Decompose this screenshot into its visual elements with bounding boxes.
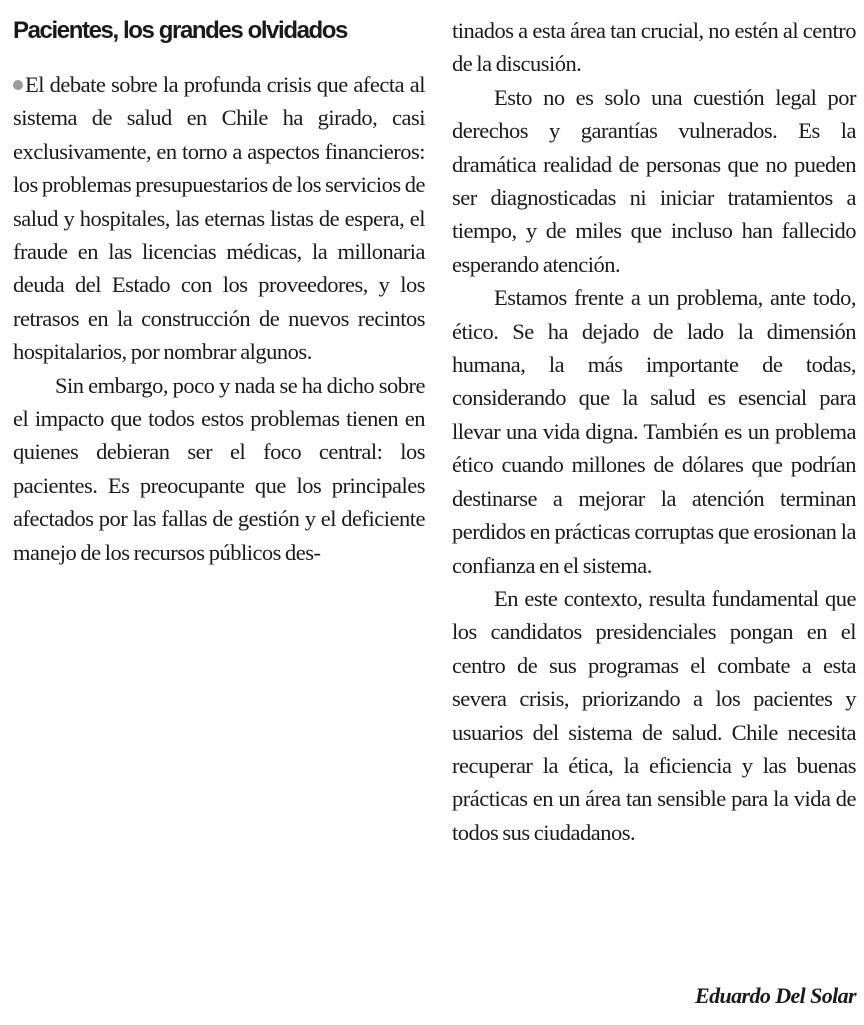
article-headline: Pacientes, los grandes olvidados <box>13 17 347 44</box>
left-column <box>13 14 425 569</box>
author-signature: Eduardo Del Solar <box>695 983 856 1008</box>
paragraph-3: tinados a esta área tan crucial, no estén al centro de la discusión. <box>452 18 856 77</box>
paragraph-4: Esto no es solo una cuestión legal por derechos y garantías vulnerados. Es la dramática realidad de personas que no pueden ser diagnosticadas ni iniciar tratamientos a tiempo, y de miles que incluso han fallecido esperando atención. <box>452 84 856 277</box>
paragraph-6: En este contexto, resulta fundamental que los candidatos presidenciales pongan en el centro de sus programas el combate a esta severa crisis, priorizando a los pacientes y usuarios del sistema de salud. Chile necesita recuperar la ética, la eficiencia y las buenas prácticas en un área tan sensible para la vida de todos sus ciudadanos. <box>452 585 856 845</box>
paragraph-1-text: El debate sobre la profunda crisis que afecta al sistema de salud en Chile ha girado, casi exclusivamente, en torno a aspectos financieros: los problemas presupuestarios de los servicios de salud y hospitales, las eternas listas de espera, el fraude en las licencias médicas, la millonaria deuda del Estado con los proveedores, y los retrasos en la construcción de nuevos recintos hospitalarios, por nombrar algunos. <box>13 72 425 365</box>
paragraph-5: Estamos frente a un problema, ante todo, ético. Se ha dejado de lado la dimensión humana, la más importante de todas, considerando que la salud es esencial para llevar una vida digna. También es un problema ético cuando millones de dólares que podrían destinarse a mejorar la atención terminan perdidos en prácticas corruptas que erosionan la confianza en el sistema. <box>452 285 856 578</box>
left-column-body <box>13 68 425 569</box>
right-column <box>452 14 856 849</box>
bullet-icon <box>13 80 23 90</box>
right-column-body <box>452 14 856 849</box>
paragraph-1 <box>13 68 425 369</box>
paragraph-2: Sin embargo, poco y nada se ha dicho sobre el impacto que todos estos problemas tienen en quienes debieran ser el foco central: los pacientes. Es preocupante que los principales afectados por las fallas de gestión y el deficiente manejo de los recursos públicos des- <box>13 372 425 565</box>
